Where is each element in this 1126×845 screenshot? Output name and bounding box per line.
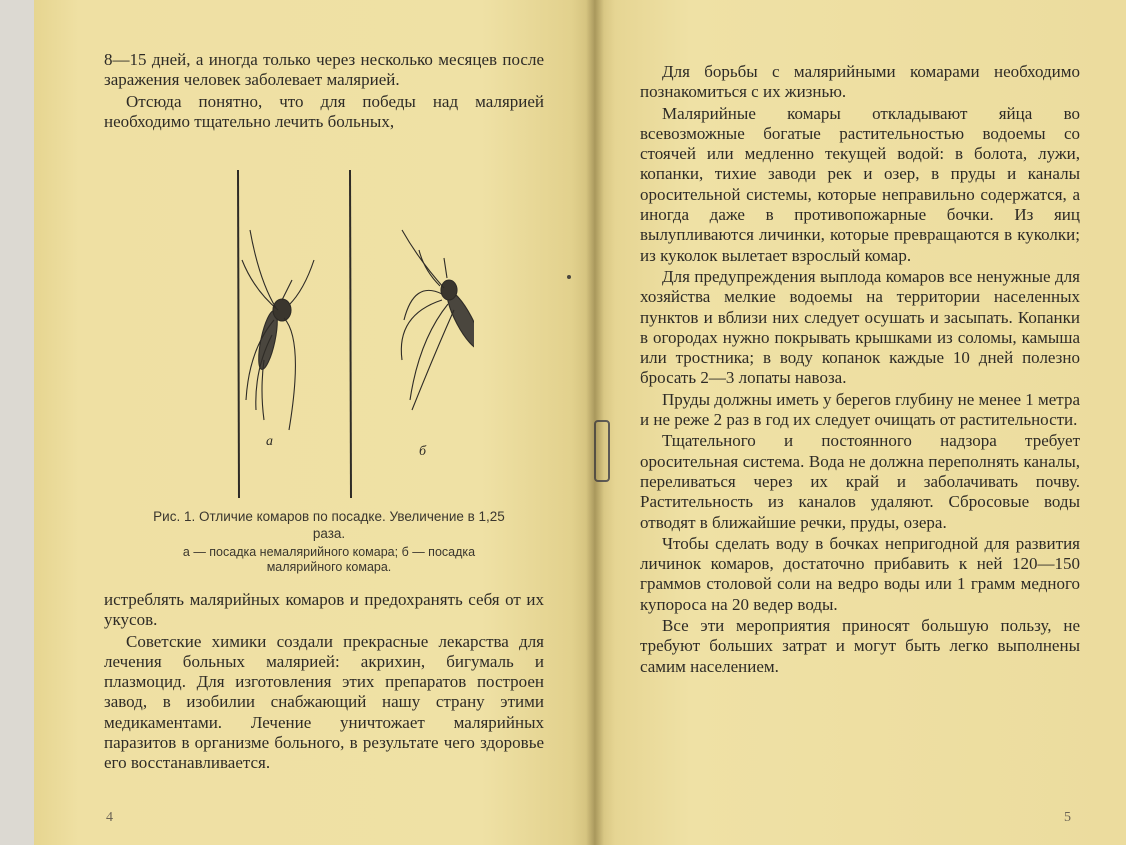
page-number-right: 5 [1064,810,1071,825]
left-bottom-text [104,590,544,774]
mosquito-a-drawing [242,230,314,430]
caption-title: Рис. 1. Отличие комаров по посадке. Увеличение в 1,25 раза. [153,509,505,541]
paragraph: 8—15 дней, а иногда только через несколько месяцев после заражения человек заболевает малярией. [104,50,544,90]
figure-label-b: б [419,444,427,459]
paragraph: истреблять малярийных комаров и предохранять себя от их укусов. [104,590,544,630]
left-top-text [104,50,544,132]
paragraph: Тщательного и постоянного надзора требует оросительная система. Вода не должна переполнять каналы, переливаться через их край и заболачивать почву. Растительность из каналов удаляют. Сбросовые воды отводят в ближайшие речки, пруды, озера. [640,431,1080,532]
mosquito-b-drawing [401,230,474,410]
paragraph: Советские химики создали прекрасные лекарства для лечения больных малярией: акрихин, бигумаль и плазмоцид. Для изготовления этих препаратов построен завод, в изобилии снабжающий нашу страну этими медикаментами. Лечение уничтожает малярийных паразитов в организме больного, в результате чего здоровье его восстанавливается. [104,631,544,773]
paper-speck [567,275,571,279]
caption-sub: а — посадка немалярийного комара; б — посадка малярийного комара. [182,545,476,574]
paragraph: Для предупреждения выплода комаров все ненужные для хозяйства мелкие водоемы на территории населенных пунктов и вблизи них следует осушать и засыпать. Копанки в огородах нужно покрывать крышками из соломы, камыша или тростника; в воду копанок каждые 10 дней полезно бросать 2—3 лопаты навоза. [640,266,1080,388]
page-number-left: 4 [106,810,113,825]
figure-label-a: а [266,434,273,449]
right-body-text [640,62,1080,677]
paragraph: Чтобы сделать воду в бочках непригодной для развития личинок комаров, достаточно прибавить к ней 120—150 граммов столовой соли на ведро воды или 1 грамм медного купороса на 20 ведер воды. [640,533,1080,614]
paragraph: Отсюда понятно, что для победы над малярией необходимо тщательно лечить больных, [104,91,544,131]
right-page [594,0,1126,845]
gutter-shadow [586,0,604,845]
paragraph: Для борьбы с малярийными комарами необходимо познакомиться с их жизнью. [640,62,1080,102]
paragraph: Пруды должны иметь у берегов глубину не менее 1 метра и не реже 2 раз в год их следует очищать от растительности. [640,389,1080,430]
left-page [34,0,594,845]
paragraph: Все эти мероприятия приносят большую пользу, не требуют больших затрат и могут быть легко выполнены самим населением. [640,616,1080,676]
wall-line-b [350,170,351,498]
wall-line-a [238,170,239,498]
figure-caption [149,508,509,575]
mosquito-figure [164,170,474,500]
paragraph: Малярийные комары откладывают яйца во всевозможные богатые растительностью водоемы со стоячей или медленно текущей водой: в болота, лужи, копанки, тихие заводи рек и озер, в пруды и каналы оросительной системы, которые неправильно содержатся, а иногда даже в противопожарные бочки. Из яиц вылупливаются личинки, которые превращаются в куколки; из куколок вылетает взрослый комар. [640,103,1080,265]
